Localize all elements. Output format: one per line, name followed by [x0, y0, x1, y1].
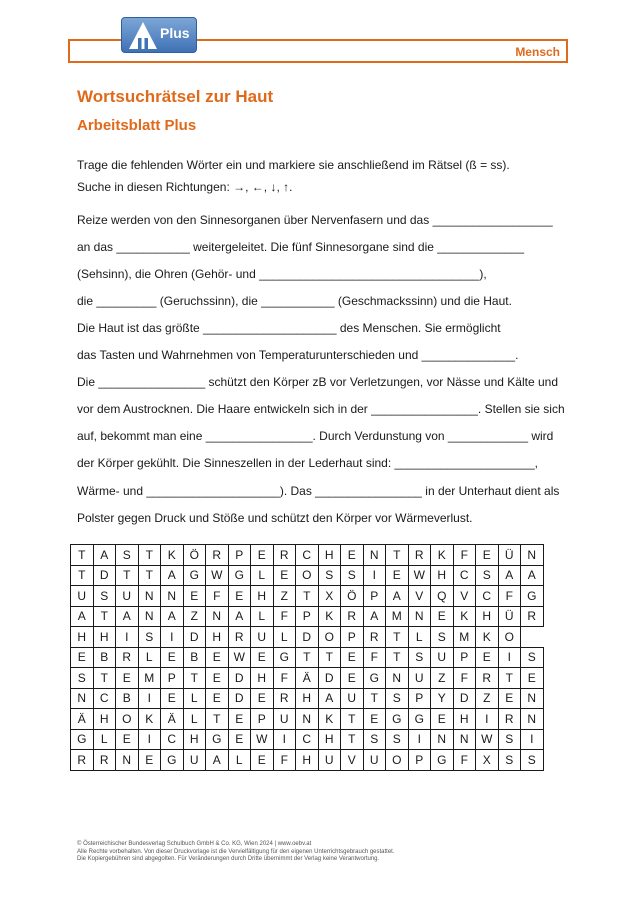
grid-cell[interactable]: T: [138, 545, 161, 566]
grid-cell[interactable]: U: [408, 668, 431, 689]
grid-cell[interactable]: T: [386, 647, 409, 668]
grid-cell[interactable]: E: [386, 565, 409, 586]
grid-cell[interactable]: I: [273, 729, 296, 750]
grid-cell[interactable]: T: [116, 565, 139, 586]
grid-cell[interactable]: N: [138, 606, 161, 627]
grid-cell[interactable]: D: [453, 688, 476, 709]
grid-cell[interactable]: H: [206, 627, 229, 648]
grid-cell[interactable]: E: [206, 688, 229, 709]
grid-cell[interactable]: A: [521, 565, 544, 586]
grid-cell[interactable]: I: [363, 565, 386, 586]
text-line: Die ________________ schützt den Körper zB vor Verletzungen, vor Nässe und Kälte und: [77, 375, 558, 389]
grid-cell[interactable]: H: [476, 606, 499, 627]
grid-cell[interactable]: W: [228, 647, 251, 668]
grid-cell[interactable]: R: [206, 545, 229, 566]
instruction-line: Suche in diesen Richtungen: →, ←, ↓, ↑.: [77, 180, 293, 194]
grid-cell[interactable]: N: [206, 606, 229, 627]
grid-cell[interactable]: Z: [273, 586, 296, 607]
grid-cell[interactable]: F: [273, 606, 296, 627]
grid-cell[interactable]: E: [116, 668, 139, 689]
grid-cell[interactable]: Z: [476, 688, 499, 709]
grid-cell[interactable]: H: [93, 709, 116, 730]
grid-cell[interactable]: T: [386, 545, 409, 566]
grid-cell[interactable]: G: [521, 586, 544, 607]
grid-cell[interactable]: H: [296, 688, 319, 709]
grid-cell[interactable]: G: [273, 647, 296, 668]
grid-cell[interactable]: E: [138, 750, 161, 771]
grid-cell[interactable]: B: [183, 647, 206, 668]
grid-cell[interactable]: E: [183, 586, 206, 607]
grid-cell[interactable]: E: [71, 647, 94, 668]
grid-cell[interactable]: F: [453, 668, 476, 689]
grid-row: [71, 627, 544, 648]
grid-cell[interactable]: A: [71, 606, 94, 627]
grid-cell[interactable]: P: [408, 750, 431, 771]
page-subtitle: Arbeitsblatt Plus: [77, 117, 197, 134]
grid-cell[interactable]: K: [161, 545, 184, 566]
grid-cell[interactable]: W: [251, 729, 274, 750]
grid-row: [71, 668, 544, 689]
grid-cell[interactable]: A: [161, 565, 184, 586]
grid-cell[interactable]: S: [318, 565, 341, 586]
text-line: (Sehsinn), die Ohren (Gehör- und _________________________________),: [77, 267, 487, 281]
grid-cell[interactable]: G: [431, 750, 454, 771]
grid-cell[interactable]: L: [183, 709, 206, 730]
grid-cell[interactable]: N: [521, 688, 544, 709]
grid-cell[interactable]: N: [296, 709, 319, 730]
grid-cell[interactable]: E: [431, 606, 454, 627]
grid-cell[interactable]: Ä: [71, 709, 94, 730]
grid-cell[interactable]: G: [183, 565, 206, 586]
grid-cell[interactable]: K: [318, 606, 341, 627]
grid-cell[interactable]: D: [296, 627, 319, 648]
grid-cell[interactable]: F: [453, 545, 476, 566]
grid-cell[interactable]: T: [296, 586, 319, 607]
grid-cell[interactable]: B: [116, 688, 139, 709]
grid-cell[interactable]: I: [408, 729, 431, 750]
grid-cell[interactable]: R: [521, 606, 544, 627]
text-line: Polster gegen Druck und Stöße und schützt den Körper vor Wärmeverlust.: [77, 511, 473, 525]
grid-cell[interactable]: Z: [431, 668, 454, 689]
grid-cell[interactable]: R: [498, 709, 521, 730]
grid-cell[interactable]: S: [476, 565, 499, 586]
grid-cell[interactable]: C: [296, 545, 319, 566]
grid-cell[interactable]: U: [318, 750, 341, 771]
text-line: Reize werden von den Sinnesorganen über Nervenfasern und das __________________: [77, 213, 553, 227]
grid-cell[interactable]: T: [498, 668, 521, 689]
grid-row: [71, 750, 544, 771]
grid-cell[interactable]: H: [296, 750, 319, 771]
grid-cell[interactable]: R: [228, 627, 251, 648]
grid-cell[interactable]: T: [183, 668, 206, 689]
grid-cell[interactable]: K: [453, 606, 476, 627]
grid-row: [71, 688, 544, 709]
grid-cell[interactable]: K: [431, 545, 454, 566]
grid-cell[interactable]: S: [498, 750, 521, 771]
grid-cell[interactable]: T: [386, 627, 409, 648]
grid-cell[interactable]: C: [296, 729, 319, 750]
grid-cell[interactable]: X: [318, 586, 341, 607]
text-line: das Tasten und Wahrnehmen von Temperaturunterschieden und ______________.: [77, 348, 519, 362]
grid-cell[interactable]: E: [431, 709, 454, 730]
grid-cell[interactable]: G: [408, 709, 431, 730]
grid-cell[interactable]: O: [386, 750, 409, 771]
grid-cell[interactable]: U: [183, 750, 206, 771]
grid-cell[interactable]: B: [93, 647, 116, 668]
grid-cell[interactable]: P: [228, 545, 251, 566]
grid-cell[interactable]: D: [318, 668, 341, 689]
grid-cell[interactable]: A: [363, 606, 386, 627]
grid-cell[interactable]: N: [71, 688, 94, 709]
grid-cell[interactable]: H: [318, 729, 341, 750]
grid-cell[interactable]: U: [71, 586, 94, 607]
grid-cell[interactable]: L: [273, 627, 296, 648]
grid-cell[interactable]: S: [521, 647, 544, 668]
grid-cell[interactable]: A: [386, 586, 409, 607]
grid-cell[interactable]: H: [183, 729, 206, 750]
text-line: die _________ (Geruchssinn), die ___________ (Geschmackssinn) und die Haut.: [77, 294, 512, 308]
grid-cell[interactable]: D: [228, 688, 251, 709]
footer-line: © Österreichischer Bundesverlag Schulbuch GmbH & Co. KG, Wien 2024 | www.oebv.at: [77, 841, 312, 847]
grid-cell[interactable]: E: [476, 545, 499, 566]
grid-cell[interactable]: S: [498, 729, 521, 750]
grid-cell[interactable]: S: [138, 627, 161, 648]
grid-cell[interactable]: V: [453, 586, 476, 607]
grid-cell[interactable]: P: [296, 606, 319, 627]
grid-row: [71, 606, 544, 627]
grid-cell[interactable]: P: [408, 688, 431, 709]
grid-cell[interactable]: W: [476, 729, 499, 750]
grid-cell[interactable]: U: [431, 647, 454, 668]
grid-cell[interactable]: G: [386, 709, 409, 730]
grid-cell[interactable]: E: [341, 668, 364, 689]
grid-cell[interactable]: T: [93, 606, 116, 627]
grid-cell[interactable]: S: [116, 545, 139, 566]
grid-cell[interactable]: N: [521, 709, 544, 730]
grid-cell[interactable]: K: [138, 709, 161, 730]
grid-cell[interactable]: A: [161, 606, 184, 627]
grid-cell[interactable]: P: [161, 668, 184, 689]
grid-cell[interactable]: N: [408, 606, 431, 627]
grid-cell[interactable]: D: [93, 565, 116, 586]
subject-label: Mensch: [515, 45, 560, 59]
grid-cell[interactable]: I: [138, 688, 161, 709]
grid-cell[interactable]: M: [138, 668, 161, 689]
grid-cell[interactable]: Y: [431, 688, 454, 709]
grid-cell[interactable]: H: [251, 586, 274, 607]
grid-row: [71, 586, 544, 607]
grid-cell[interactable]: O: [498, 627, 521, 648]
grid-cell[interactable]: R: [71, 750, 94, 771]
grid-cell[interactable]: G: [228, 565, 251, 586]
grid-cell[interactable]: R: [273, 545, 296, 566]
grid-cell[interactable]: E: [341, 545, 364, 566]
grid-cell[interactable]: E: [161, 647, 184, 668]
grid-cell[interactable]: R: [93, 750, 116, 771]
grid-cell[interactable]: C: [476, 586, 499, 607]
grid-cell[interactable]: U: [363, 750, 386, 771]
grid-cell[interactable]: T: [296, 647, 319, 668]
grid-cell[interactable]: R: [476, 668, 499, 689]
grid-cell[interactable]: F: [363, 647, 386, 668]
grid-cell[interactable]: L: [228, 750, 251, 771]
grid-cell[interactable]: N: [138, 586, 161, 607]
grid-cell[interactable]: V: [408, 586, 431, 607]
grid-cell[interactable]: Ü: [498, 606, 521, 627]
grid-cell[interactable]: M: [453, 627, 476, 648]
grid-cell[interactable]: F: [453, 750, 476, 771]
text-line: an das ___________ weitergeleitet. Die fünf Sinnesorgane sind die _____________: [77, 240, 525, 254]
grid-cell[interactable]: N: [363, 545, 386, 566]
grid-cell[interactable]: I: [521, 729, 544, 750]
grid-cell[interactable]: S: [408, 647, 431, 668]
grid-cell[interactable]: Z: [183, 606, 206, 627]
grid-cell[interactable]: S: [71, 668, 94, 689]
grid-cell[interactable]: L: [251, 606, 274, 627]
grid-cell[interactable]: N: [431, 729, 454, 750]
grid-cell[interactable]: U: [251, 627, 274, 648]
grid-cell[interactable]: W: [408, 565, 431, 586]
grid-cell[interactable]: N: [386, 668, 409, 689]
grid-cell[interactable]: E: [206, 647, 229, 668]
grid-cell[interactable]: C: [453, 565, 476, 586]
grid-cell[interactable]: L: [408, 627, 431, 648]
grid-cell[interactable]: E: [251, 750, 274, 771]
grid-cell[interactable]: T: [71, 545, 94, 566]
grid-cell[interactable]: S: [341, 565, 364, 586]
grid-cell[interactable]: I: [138, 729, 161, 750]
grid-cell[interactable]: W: [206, 565, 229, 586]
grid-cell[interactable]: H: [251, 668, 274, 689]
grid-cell[interactable]: F: [498, 586, 521, 607]
grid-cell[interactable]: P: [341, 627, 364, 648]
grid-cell[interactable]: E: [498, 688, 521, 709]
grid-cell[interactable]: X: [476, 750, 499, 771]
grid-cell[interactable]: A: [93, 545, 116, 566]
grid-cell[interactable]: P: [363, 586, 386, 607]
grid-cell[interactable]: R: [363, 627, 386, 648]
logo-text: Plus: [160, 25, 190, 41]
grid-cell[interactable]: H: [453, 709, 476, 730]
plus-logo: [121, 17, 197, 53]
grid-row: [71, 647, 544, 668]
grid-row: [71, 545, 544, 566]
grid-cell[interactable]: I: [498, 647, 521, 668]
grid-cell[interactable]: E: [363, 709, 386, 730]
grid-cell[interactable]: N: [161, 586, 184, 607]
grid-cell[interactable]: E: [251, 688, 274, 709]
grid-cell[interactable]: R: [408, 545, 431, 566]
grid-cell[interactable]: Ü: [498, 545, 521, 566]
grid-cell[interactable]: H: [93, 627, 116, 648]
grid-cell[interactable]: T: [71, 565, 94, 586]
grid-cell[interactable]: E: [228, 709, 251, 730]
grid-cell[interactable]: S: [93, 586, 116, 607]
grid-cell[interactable]: S: [521, 750, 544, 771]
grid-cell[interactable]: Ä: [161, 709, 184, 730]
grid-cell[interactable]: T: [341, 729, 364, 750]
grid-cell[interactable]: T: [341, 709, 364, 730]
grid-cell[interactable]: E: [228, 586, 251, 607]
grid-row: [71, 729, 544, 750]
grid-cell[interactable]: R: [273, 688, 296, 709]
grid-cell[interactable]: I: [476, 709, 499, 730]
grid-cell[interactable]: E: [116, 729, 139, 750]
grid-cell[interactable]: G: [206, 729, 229, 750]
grid-cell[interactable]: T: [206, 709, 229, 730]
grid-cell[interactable]: R: [116, 647, 139, 668]
grid-cell[interactable]: S: [386, 729, 409, 750]
grid-cell[interactable]: E: [251, 647, 274, 668]
text-line: Die Haut ist das größte ____________________ des Menschen. Sie ermöglicht: [77, 321, 501, 335]
grid-cell[interactable]: K: [476, 627, 499, 648]
grid-row: [71, 709, 544, 730]
page-title: Wortsuchrätsel zur Haut: [77, 87, 274, 106]
grid-cell[interactable]: O: [116, 709, 139, 730]
grid-cell[interactable]: V: [341, 750, 364, 771]
grid-cell[interactable]: H: [431, 565, 454, 586]
grid-cell[interactable]: A: [498, 565, 521, 586]
grid-cell[interactable]: E: [476, 647, 499, 668]
grid-cell[interactable]: D: [228, 668, 251, 689]
word-search-grid: [70, 544, 544, 771]
text-line: vor dem Austrocknen. Die Haare entwickeln sich in der ________________. Stellen sie sich: [77, 402, 565, 416]
grid-cell[interactable]: Ö: [183, 545, 206, 566]
grid-cell[interactable]: N: [116, 750, 139, 771]
grid-cell[interactable]: L: [251, 565, 274, 586]
grid-row: [71, 565, 544, 586]
grid-cell[interactable]: N: [453, 729, 476, 750]
triangle-logo-icon: [128, 21, 158, 51]
grid-cell[interactable]: M: [386, 606, 409, 627]
footer-line: Die Kopiergebühren sind abgegolten. Für Veränderungen durch Dritte übernimmt der Verlag keine Verantwortung.: [77, 856, 380, 862]
grid-cell[interactable]: I: [161, 627, 184, 648]
grid-cell[interactable]: P: [453, 647, 476, 668]
footer-line: Alle Rechte vorbehalten. Von dieser Druckvorlage ist die Vervielfältigung für den eigenen Unterrichtsgebrauch gestattet.: [77, 848, 395, 855]
grid-cell[interactable]: I: [116, 627, 139, 648]
grid-cell[interactable]: F: [206, 586, 229, 607]
grid-cell[interactable]: O: [296, 565, 319, 586]
grid-cell[interactable]: L: [138, 647, 161, 668]
grid-cell[interactable]: G: [363, 668, 386, 689]
grid-cell[interactable]: U: [341, 688, 364, 709]
grid-cell[interactable]: E: [206, 668, 229, 689]
grid-cell[interactable]: O: [318, 627, 341, 648]
text-line: Wärme- und ____________________). Das ________________ in der Unterhaut dient als: [77, 484, 560, 498]
grid-cell[interactable]: A: [206, 750, 229, 771]
grid-cell[interactable]: C: [93, 688, 116, 709]
grid-cell[interactable]: A: [116, 606, 139, 627]
grid-cell[interactable]: S: [431, 627, 454, 648]
grid-cell[interactable]: E: [161, 688, 184, 709]
grid-cell[interactable]: Ö: [341, 586, 364, 607]
grid-cell[interactable]: T: [138, 565, 161, 586]
grid-cell[interactable]: G: [161, 750, 184, 771]
grid-cell[interactable]: E: [251, 545, 274, 566]
grid-cell[interactable]: P: [251, 709, 274, 730]
grid-cell[interactable]: E: [521, 668, 544, 689]
grid-cell[interactable]: Q: [431, 586, 454, 607]
grid-cell[interactable]: G: [71, 729, 94, 750]
grid-cell[interactable]: A: [318, 688, 341, 709]
grid-cell[interactable]: T: [93, 668, 116, 689]
grid-cell[interactable]: F: [273, 750, 296, 771]
grid-cell[interactable]: T: [363, 688, 386, 709]
grid-cell[interactable]: E: [273, 565, 296, 586]
grid-cell[interactable]: N: [521, 545, 544, 566]
grid-cell[interactable]: H: [71, 627, 94, 648]
grid-cell[interactable]: K: [318, 709, 341, 730]
grid-cell[interactable]: T: [318, 647, 341, 668]
grid-cell[interactable]: F: [273, 668, 296, 689]
grid-cell[interactable]: E: [341, 647, 364, 668]
footer: [77, 841, 395, 864]
grid-cell[interactable]: A: [228, 606, 251, 627]
grid-cell[interactable]: L: [183, 688, 206, 709]
text-line: auf, bekommt man eine ________________. Durch Verdunstung von ____________ wird: [77, 429, 554, 443]
grid-cell[interactable]: E: [228, 729, 251, 750]
grid-cell[interactable]: H: [318, 545, 341, 566]
grid-cell[interactable]: R: [341, 606, 364, 627]
grid-cell[interactable]: L: [93, 729, 116, 750]
grid-cell[interactable]: C: [161, 729, 184, 750]
grid-cell[interactable]: D: [183, 627, 206, 648]
instruction-line: Trage die fehlenden Wörter ein und markiere sie anschließend im Rätsel (ß = ss).: [77, 158, 510, 172]
grid-cell[interactable]: U: [273, 709, 296, 730]
text-line: der Körper gekühlt. Die Sinneszellen in der Lederhaut sind: _____________________,: [77, 456, 539, 470]
grid-cell[interactable]: S: [363, 729, 386, 750]
grid-cell[interactable]: U: [116, 586, 139, 607]
grid-cell[interactable]: Ä: [296, 668, 319, 689]
grid-cell[interactable]: S: [386, 688, 409, 709]
